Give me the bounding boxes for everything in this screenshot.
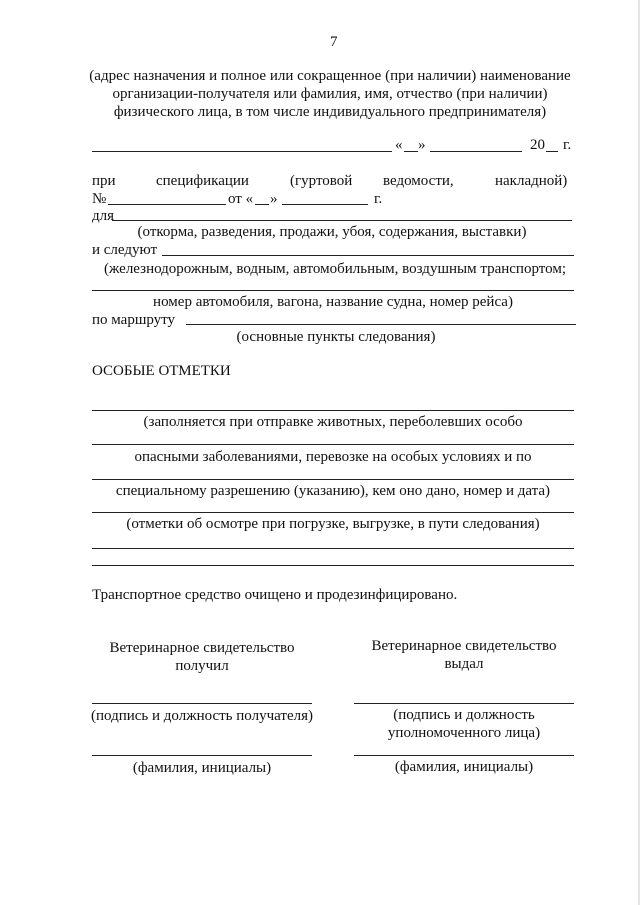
day-blank[interactable]: [404, 151, 418, 152]
spec-word-2: спецификации: [156, 173, 249, 189]
received-name-caption: (фамилия, инициалы): [132, 760, 272, 776]
issued-title-line-1: Ветеринарное свидетельство: [371, 638, 557, 654]
issued-name-blank[interactable]: [354, 755, 574, 756]
disinfection-text: Транспортное средство очищено и продезинфицировано.: [92, 587, 458, 603]
issued-sign-caption-line-1: (подпись и должность: [393, 707, 535, 723]
special-blank-5[interactable]: [92, 548, 574, 549]
spec-year-suffix: г.: [374, 191, 383, 207]
received-sign-blank[interactable]: [92, 703, 312, 704]
received-title-line-2: получил: [175, 658, 229, 674]
issued-name-caption: (фамилия, инициалы): [394, 759, 534, 775]
special-heading: ОСОБЫЕ ОТМЕТКИ: [92, 363, 231, 379]
special-blank-2[interactable]: [92, 444, 574, 445]
spec-word-3: (гуртовой: [290, 173, 353, 189]
spec-day-blank[interactable]: [255, 204, 269, 205]
date-quote-close: »: [418, 137, 426, 153]
year-prefix: 20: [530, 137, 545, 153]
route-caption: (основные пункты следования): [236, 329, 436, 345]
spec-word-5: накладной): [495, 173, 568, 189]
special-caption-2: опасными заболеваниями, перевозке на особых условиях и по: [134, 449, 532, 465]
special-blank-4[interactable]: [92, 512, 574, 513]
for-label: для: [92, 208, 115, 224]
spec-number-blank[interactable]: [108, 204, 226, 205]
special-blank-6[interactable]: [92, 565, 574, 566]
issued-sign-blank[interactable]: [354, 703, 574, 704]
route-blank[interactable]: [186, 324, 576, 325]
purpose-blank[interactable]: [112, 220, 572, 221]
month-blank[interactable]: [430, 151, 522, 152]
route-label: по маршруту: [92, 312, 176, 328]
purpose-caption: (откорма, разведения, продажи, убоя, содержания, выставки): [137, 224, 527, 240]
year-suffix: г.: [563, 137, 572, 153]
page-number: 7: [330, 34, 338, 50]
number-sign: №: [92, 191, 107, 207]
transport-blank[interactable]: [162, 255, 574, 256]
received-title-line-1: Ветеринарное свидетельство: [109, 640, 295, 656]
year-blank[interactable]: [546, 151, 558, 152]
special-caption-4: (отметки об осмотре при погрузке, выгрузке, в пути следования): [126, 516, 540, 532]
spec-word-1: при: [92, 173, 116, 189]
special-blank-3[interactable]: [92, 479, 574, 480]
place-blank[interactable]: [92, 151, 392, 152]
recipient-caption-line-2: организации-получателя или фамилия, имя, отчество (при наличии): [112, 86, 548, 102]
special-caption-1: (заполняется при отправке животных, переболевших особо: [143, 414, 523, 430]
date-quote-open: «: [395, 137, 403, 153]
received-name-blank[interactable]: [92, 755, 312, 756]
vehicle-blank[interactable]: [92, 290, 574, 291]
issued-sign-caption-line-2: уполномоченного лица): [387, 725, 541, 741]
transport-caption: (железнодорожным, водным, автомобильным, воздушным транспортом;: [104, 261, 566, 277]
follow-label: и следуют: [92, 242, 158, 258]
special-blank-1[interactable]: [92, 410, 574, 411]
received-sign-caption: (подпись и должность получателя): [90, 708, 313, 724]
spec-word-4: ведомости,: [383, 173, 454, 189]
vehicle-caption: номер автомобиля, вагона, название судна, номер рейса): [153, 294, 513, 310]
special-caption-3: специальному разрешению (указанию), кем оно дано, номер и дата): [115, 483, 551, 499]
recipient-caption-line-3: физического лица, в том числе индивидуального предпринимателя): [113, 104, 547, 120]
issued-title-line-2: выдал: [444, 656, 484, 672]
spec-from-label: от «: [228, 191, 254, 207]
recipient-caption-line-1: (адрес назначения и полное или сокращенное (при наличии) наименование: [89, 68, 571, 84]
spec-from-close: »: [270, 191, 278, 207]
spec-date-blank[interactable]: [282, 204, 368, 205]
